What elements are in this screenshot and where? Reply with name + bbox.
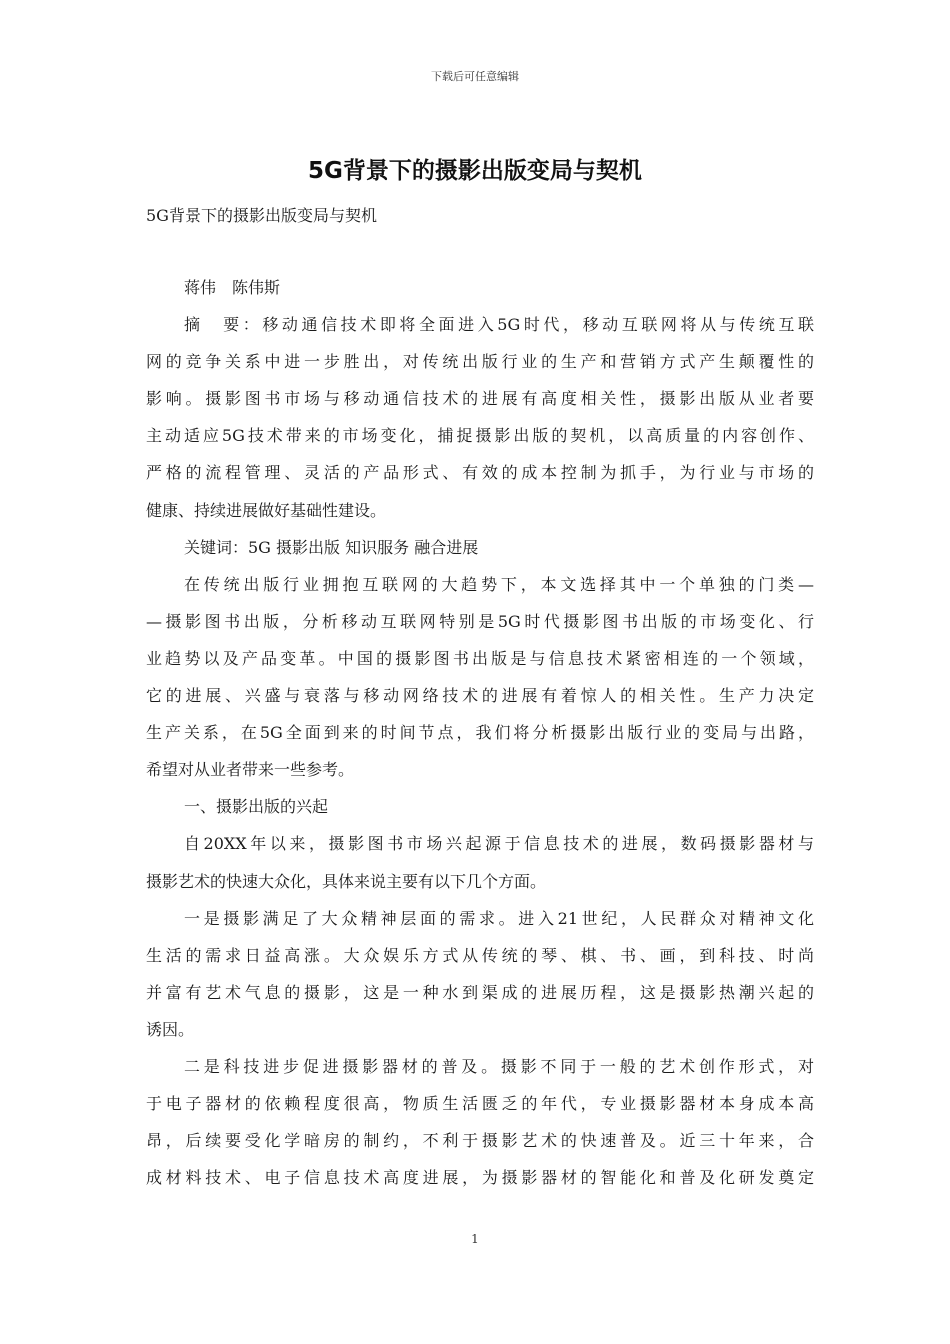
paragraph-line: 成材料技术、电子信息技术高度进展，为摄影器材的智能化和普及化研发奠定 bbox=[146, 1168, 814, 1188]
abstract-line: 摘 要：移动通信技术即将全面进入5G时代，移动互联网将从与传统互联 bbox=[184, 315, 814, 335]
paragraph-line: 在传统出版行业拥抱互联网的大趋势下，本文选择其中一个单独的门类— bbox=[184, 574, 814, 594]
paragraph-line: 生活的需求日益高涨。大众娱乐方式从传统的琴、棋、书、画，到科技、时尚 bbox=[146, 945, 814, 965]
paragraph-line: 于电子器材的依赖程度很高，物质生活匮乏的年代，专业摄影器材本身成本高 bbox=[146, 1094, 814, 1114]
paragraph-line: 摄影艺术的快速大众化，具体来说主要有以下几个方面。 bbox=[146, 871, 547, 891]
paragraph-line: 并富有艺术气息的摄影，这是一种水到渠成的进展历程，这是摄影热潮兴起的 bbox=[146, 982, 814, 1002]
document-title: 5G背景下的摄影出版变局与契机 bbox=[308, 158, 642, 184]
keywords-line: 关键词：5G 摄影出版 知识服务 融合进展 bbox=[184, 537, 479, 557]
paragraph-line: —摄影图书出版，分析移动互联网特别是5G时代摄影图书出版的市场变化、行 bbox=[146, 611, 814, 631]
paragraph-line: 自20XX年以来，摄影图书市场兴起源于信息技术的进展，数码摄影器材与 bbox=[184, 834, 814, 854]
section-heading: 一、摄影出版的兴起 bbox=[184, 797, 329, 817]
abstract-line: 网的竞争关系中进一步胜出，对传统出版行业的生产和营销方式产生颠覆性的 bbox=[146, 352, 814, 372]
paragraph-line: 业趋势以及产品变革。中国的摄影图书出版是与信息技术紧密相连的一个领域， bbox=[146, 648, 814, 668]
author-line: 蒋伟 陈伟斯 bbox=[184, 278, 281, 297]
paragraph-line: 希望对从业者带来一些参考。 bbox=[146, 760, 355, 780]
paragraph-line: 诱因。 bbox=[146, 1019, 195, 1039]
paragraph-line: 它的进展、兴盛与衰落与移动网络技术的进展有着惊人的相关性。生产力决定 bbox=[146, 686, 814, 706]
paragraph-line: 二是科技进步促进摄影器材的普及。摄影不同于一般的艺术创作形式，对 bbox=[184, 1056, 814, 1076]
header-note: 下载后可任意编辑 bbox=[431, 70, 519, 83]
abstract-line: 影响。摄影图书市场与移动通信技术的进展有高度相关性，摄影出版从业者要 bbox=[146, 389, 814, 409]
abstract-line: 主动适应5G技术带来的市场变化，捕捉摄影出版的契机，以高质量的内容创作、 bbox=[146, 426, 814, 446]
document-body bbox=[146, 269, 814, 1196]
document-subtitle: 5G背景下的摄影出版变局与契机 bbox=[146, 206, 377, 225]
page-number: 1 bbox=[471, 1232, 479, 1246]
paragraph-line: 昂，后续要受化学暗房的制约，不利于摄影艺术的快速普及。近三十年来，合 bbox=[146, 1131, 814, 1151]
paragraph-line: 生产关系，在5G全面到来的时间节点，我们将分析摄影出版行业的变局与出路， bbox=[146, 723, 814, 743]
abstract-line: 健康、持续进展做好基础性建设。 bbox=[146, 500, 387, 520]
abstract-line: 严格的流程管理、灵活的产品形式、有效的成本控制为抓手，为行业与市场的 bbox=[146, 463, 814, 483]
paragraph-line: 一是摄影满足了大众精神层面的需求。进入21世纪，人民群众对精神文化 bbox=[184, 908, 814, 928]
